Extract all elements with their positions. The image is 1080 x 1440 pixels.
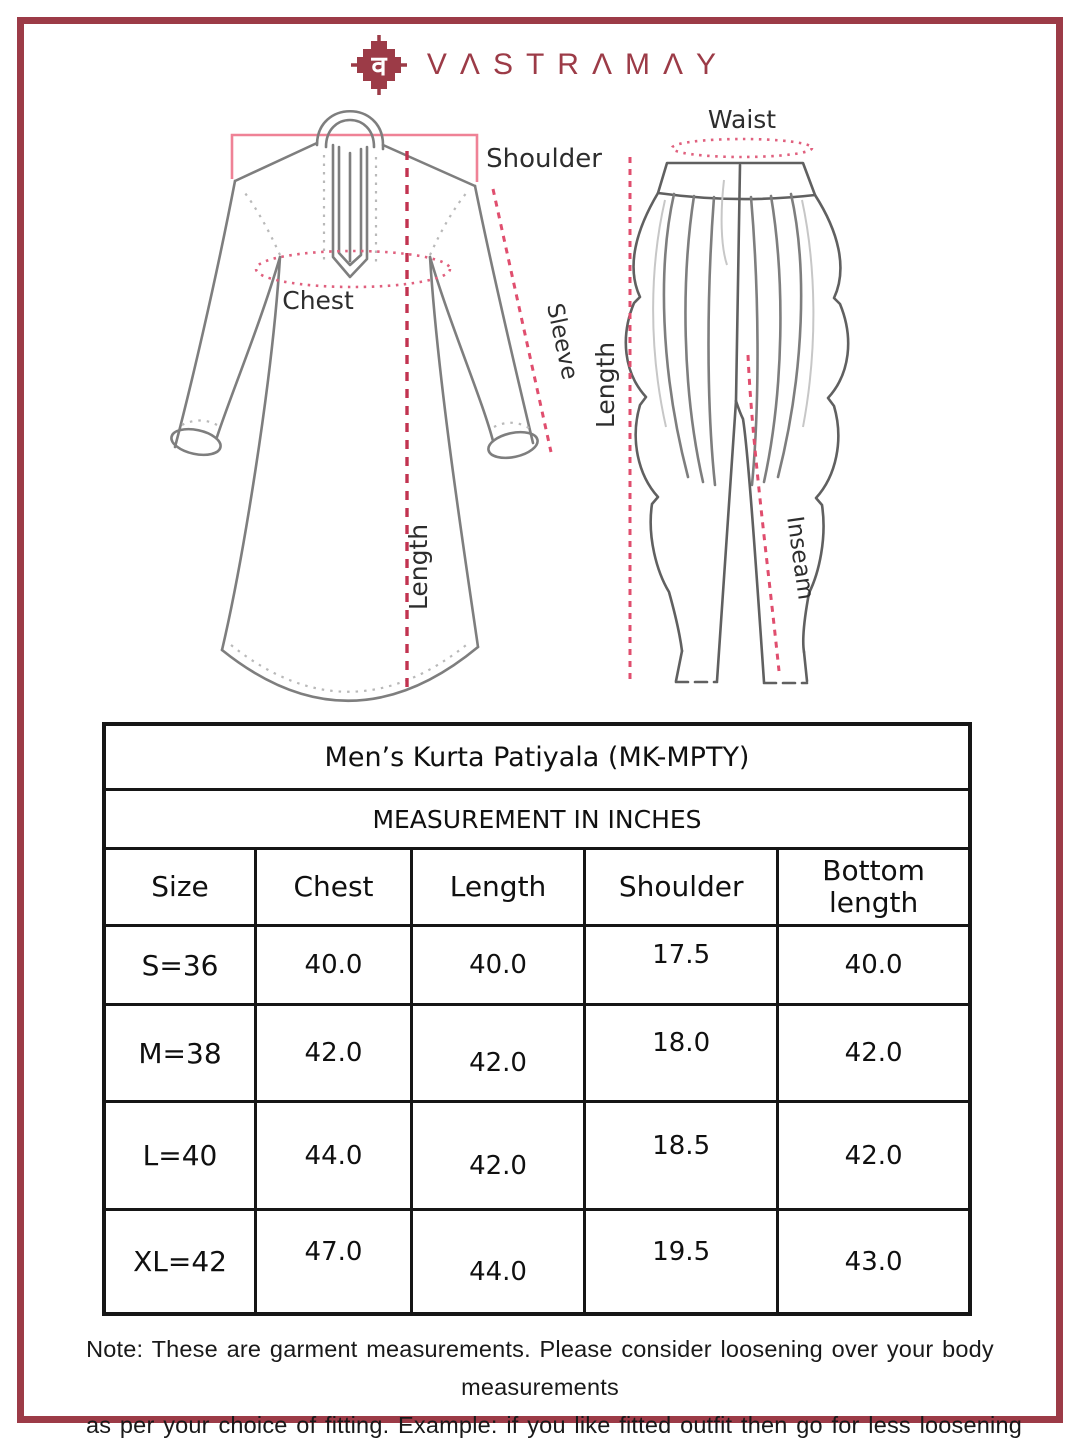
kurta-right-sleeve-outer xyxy=(475,186,533,443)
kurta-sleeve-label: Sleeve xyxy=(541,301,583,382)
table-row xyxy=(104,926,970,1005)
patiyala-right-leg-outer xyxy=(804,652,807,681)
chest-cell: 42.0 xyxy=(256,1005,412,1102)
table-subtitle: MEASUREMENT IN INCHES xyxy=(104,790,970,849)
patiyala-left-drape xyxy=(626,193,682,651)
kurta-right-side xyxy=(430,257,478,647)
brand-wordmark: VΛSTRΛMΛY xyxy=(426,48,730,81)
kurta-right-sleeve-inner xyxy=(430,257,493,441)
patiyala-right-leg-inner xyxy=(736,401,764,682)
kurta-left-armhole xyxy=(242,189,280,255)
patiyala-diagram xyxy=(591,105,848,685)
kurta-length-label: Length xyxy=(404,523,433,611)
length-cell: 44.0 xyxy=(411,1210,584,1315)
patiyala-right-pleat-2 xyxy=(764,196,780,482)
patiyala-length-label: Length xyxy=(591,341,620,429)
kurta-right-armhole xyxy=(430,191,468,255)
kurta-hem xyxy=(222,647,478,701)
table-row xyxy=(104,1005,970,1102)
patiyala-left-leg-inner xyxy=(717,401,736,681)
col-header-chest: Chest xyxy=(256,849,412,926)
patiyala-fly-detail xyxy=(722,180,727,265)
patiyala-left-pleat-2 xyxy=(685,196,703,482)
patiyala-waist-label: Waist xyxy=(707,105,777,134)
chest-cell: 47.0 xyxy=(256,1210,412,1315)
kurta-right-cuff-stitch xyxy=(494,423,529,428)
shoulder-cell: 17.5 xyxy=(585,926,778,1005)
length-cell: 42.0 xyxy=(411,1102,584,1210)
length-cell: 40.0 xyxy=(411,926,584,1005)
chest-cell: 40.0 xyxy=(256,926,412,1005)
patiyala-left-leg-outer xyxy=(676,651,682,681)
kurta-right-shoulder xyxy=(383,145,475,186)
kurta-hem-stitch xyxy=(231,642,470,692)
shoulder-cell: 18.0 xyxy=(585,1005,778,1102)
kurta-left-side xyxy=(222,257,280,650)
waist-measure-ellipse xyxy=(672,139,812,157)
patiyala-left-pleat-1 xyxy=(664,194,688,477)
kurta-right-cuff xyxy=(486,428,540,462)
kurta-left-cuff-stitch xyxy=(182,421,217,426)
col-header-bottom-length: Bottom length xyxy=(778,849,970,926)
length-cell: 42.0 xyxy=(411,1005,584,1102)
measurement-note xyxy=(48,1330,1032,1440)
table-header-row xyxy=(104,849,970,926)
kurta-diagram xyxy=(169,111,602,701)
chest-measure-ellipse xyxy=(256,251,450,287)
size-cell: L=40 xyxy=(104,1102,256,1210)
patiyala-right-fold-shade xyxy=(802,200,813,427)
note-line-2: as per your choice of fitting. Example: if you like fitted outfit then go for less loosening xyxy=(85,1412,1022,1438)
table-title: Men’s Kurta Patiyala (MK-MPTY) xyxy=(104,724,970,790)
patiyala-fly xyxy=(736,165,740,401)
kurta-collar-inner xyxy=(326,120,374,147)
bottom-length-cell: 42.0 xyxy=(778,1005,970,1102)
size-cell: M=38 xyxy=(104,1005,256,1102)
bottom-length-cell: 40.0 xyxy=(778,926,970,1005)
shoulder-measure-line xyxy=(232,135,477,182)
col-header-size: Size xyxy=(104,849,256,926)
patiyala-inseam-label: Inseam xyxy=(781,514,819,602)
note-line-1: Note: These are garment measurements. Please consider loosening over your body measurements xyxy=(86,1336,994,1400)
bottom-length-cell: 43.0 xyxy=(778,1210,970,1315)
logo-devanagari-glyph: व xyxy=(371,51,387,82)
kurta-shoulder-label: Shoulder xyxy=(486,144,602,174)
kurta-left-sleeve-inner xyxy=(217,257,280,437)
size-cell: S=36 xyxy=(104,926,256,1005)
size-chart-table xyxy=(102,722,972,1316)
garment-diagrams xyxy=(90,85,990,715)
kurta-left-sleeve-outer xyxy=(175,181,235,447)
kurta-left-shoulder xyxy=(235,143,317,181)
kurta-chest-label: Chest xyxy=(282,286,354,315)
bottom-length-cell: 42.0 xyxy=(778,1102,970,1210)
patiyala-left-pleat-3 xyxy=(709,197,716,485)
shoulder-cell: 18.5 xyxy=(585,1102,778,1210)
table-row xyxy=(104,1102,970,1210)
chest-cell: 44.0 xyxy=(256,1102,412,1210)
size-cell: XL=42 xyxy=(104,1210,256,1315)
col-header-shoulder: Shoulder xyxy=(585,849,778,926)
sleeve-measure-line xyxy=(493,189,551,452)
col-header-length: Length xyxy=(411,849,584,926)
shoulder-cell: 19.5 xyxy=(585,1210,778,1315)
table-row xyxy=(104,1210,970,1315)
